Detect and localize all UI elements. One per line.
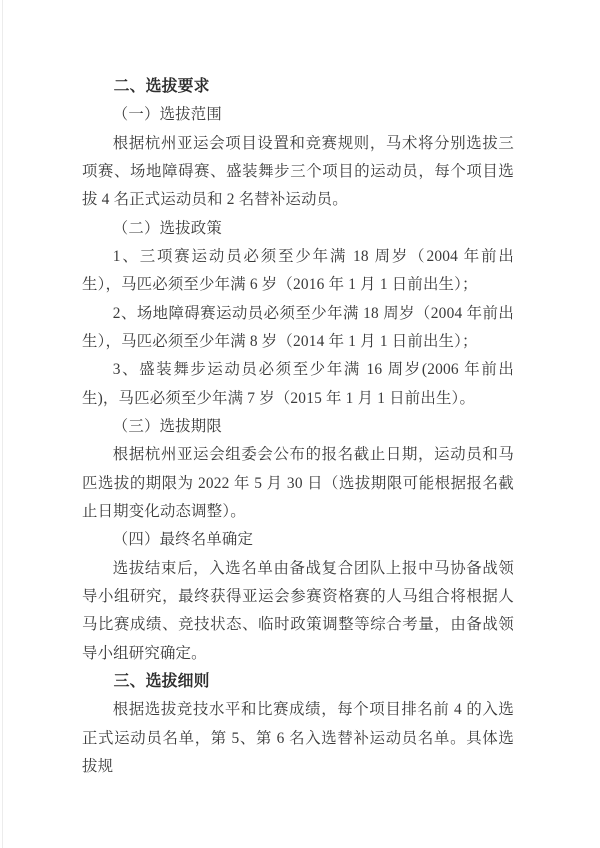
paragraph: 根据选拔竞技水平和比赛成绩，每个项目排名前 4 的入选正式运动员名单，第 5、第 6 名入选替补运动员名单。具体选拔规 bbox=[82, 701, 514, 775]
clause-subheading: （四）最终名单确定 bbox=[112, 531, 254, 549]
paragraph: 根据杭州亚运会项目设置和竞赛规则，马术将分别选拔三项赛、场地障碍赛、盛装舞步三个项目的运动员，每个项目选拔 4 名正式运动员和 2 名替补运动员。 bbox=[82, 134, 514, 209]
paragraph: 1、三项赛运动员必须至少年满 18 周岁（2004 年前出生），马匹必须至少年满 6 岁（2016 年 1 月 1 日前出生）； bbox=[82, 247, 514, 294]
section-heading: 二、选拔要求 bbox=[113, 78, 210, 95]
section-heading: 三、选拔细则 bbox=[113, 672, 210, 690]
document-body bbox=[82, 73, 514, 781]
paragraph: 2、场地障碍赛运动员必须至少年满 18 周岁（2004 年前出生），马匹必须至少年满 8 岁（2014 年 1 月 1 日前出生）； bbox=[82, 304, 514, 350]
page-edge-line bbox=[2, 0, 3, 848]
paragraph: 3、盛装舞步运动员必须至少年满 16 周岁(2006 年前出生)，马匹必须至少年满 7 岁（2015 年 1 月 1 日前出生）。 bbox=[82, 361, 514, 407]
paragraph: 选拔结束后，入选名单由备战复合团队上报中马协备战领导小组研究，最终获得亚运会参赛资格赛的人马组合将根据人马比赛成绩、竞技状态、临时政策调整等综合考量，由备战领导小组研究确定。 bbox=[82, 559, 514, 662]
clause-subheading: （三）选拔期限 bbox=[112, 417, 222, 435]
clause-subheading: （一）选拔范围 bbox=[112, 106, 222, 124]
clause-subheading: （二）选拔政策 bbox=[112, 219, 222, 237]
paragraph: 根据杭州亚运会组委会公布的报名截止日期，运动员和马匹选拔的期限为 2022 年 5 月 30 日（选拔期限可能根据报名截止日期变化动态调整）。 bbox=[82, 446, 514, 520]
